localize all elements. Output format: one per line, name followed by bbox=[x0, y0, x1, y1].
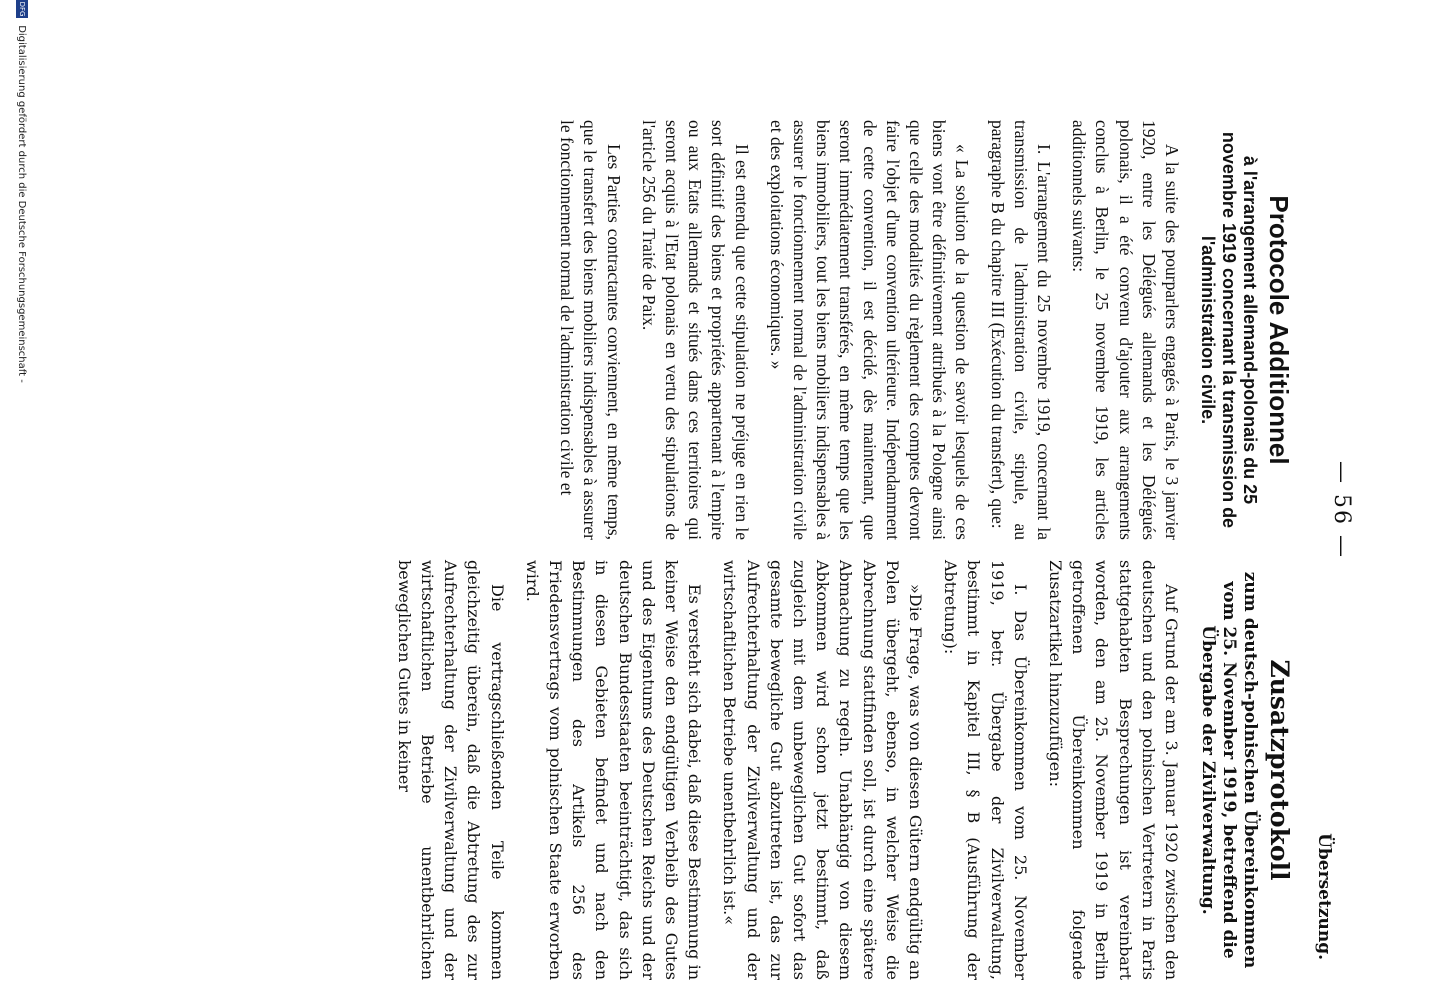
german-column bbox=[381, 560, 1295, 980]
translation-label: Übersetzung. bbox=[1314, 833, 1334, 960]
german-paragraph: Auf Grund der am 3. Januar 1920 zwischen den deutschen und den polnischen Vertretern in Paris stattgehabten Besprechungen ist vereinbart worden, den am 25. November 1919 in Berlin getroffenen Übereinkommen folgende Zusatzartikel hinzuzufügen: bbox=[1045, 560, 1181, 980]
french-paragraph: Les Parties contractantes conviennent, en même temps, que le transfert des biens mobiliers indispensables à assurer le fonctionnement normal de l'administration civile et bbox=[557, 120, 624, 540]
french-paragraph: A la suite des pourparlers engagés à Paris, le 3 janvier 1920, entre les Délégués allemands et les Délégués polonais, il a été convenu d'ajouter aux arrangements conclus à Berlin, le 25 novembre 1919, les articles additionnels suivants: bbox=[1069, 120, 1182, 540]
digitization-footer bbox=[16, 0, 28, 1000]
french-paragraph: « La solution de la question de savoir lesquels de ces biens vont être définitivement attribués à la Pologne ainsi que celle des modalités du règlement des comptes devront faire l'objet d'une convention ultérieure. Indépendamment de cette convention, il est décidé, dès maintenant, que seront immédiatement transférés, en même temps que les biens immobiliers, tout les biens mobiliers indispensables à assurer le fonctionnement normal de l'administration civile et des exploitations économiques. » bbox=[766, 120, 973, 540]
french-paragraph: Il est entendu que cette stipulation ne préjuge en rien le sort définitif des biens et propriétés appartenant à l'empire ou aux Etats allemands et situés dans ces territoires qui seront acquis à l'Etat polonais en vertu des stipulations de l'article 256 du Traité de Paix. bbox=[638, 120, 752, 540]
german-paragraph: Die vertragschließenden Teile kommen gleichzeitig überein, daß die Abtretung des zur Aufrechterhaltung der Zivilverwaltung und der wirtschaftlichen Betriebe unentbehrlichen beweglichen Gutes in keiner bbox=[394, 560, 507, 980]
french-title: Protocole Additionnel bbox=[1264, 195, 1294, 465]
german-paragraph: »Die Frage, was von diesen Gütern endgültig an Polen übergeht, ebenso, in welcher Weise die Abrechnung stattfinden soll, ist durch eine spätere Abmachung zu regeln. Unabhängig von diesem Abkommen wird schon jetzt bestimmt, daß zugleich mit dem unbeweglichen Gut sofort das gesamte bewegliche Gut abzutreten ist, das zur Aufrechterhaltung der Zivilverwaltung und der wirtschaftlichen Betriebe unentbehrlich ist.« bbox=[720, 560, 925, 980]
german-paragraph: I. Das Übereinkommen vom 25. November 1919, betr. Übergabe der Zivilverwaltung, bestimmt in Kapitel III, § B (Ausführung der Abtretung): bbox=[941, 560, 1030, 980]
page-number: — 56 — bbox=[1329, 461, 1354, 559]
digitization-credit: Digitalisierung gefördert durch die Deutsche Forschungsgemeinschaft - bbox=[16, 25, 27, 383]
german-subtitle: zum deutsch-polnischen Übereinkommen vom 25. November 1919, betreffend die Übergabe der Zivilverwaltung. bbox=[1198, 571, 1260, 969]
french-column bbox=[543, 120, 1294, 540]
dfg-logo: DFG bbox=[18, 1, 26, 17]
german-title: Zusatzprotokoll bbox=[1265, 659, 1294, 881]
french-subtitle: à l'arrangement allemand-polonais du 25 novembre 1919 concernant la transmission de l'administration civile. bbox=[1198, 131, 1260, 529]
german-paragraph: Es versteht sich dabei, daß diese Bestimmung in keiner Weise den endgültigen Verbleib des Gutes und des Eigentums des Deutschen Reichs und der deutschen Bundesstaaten beeinträchtigt, das sich in diesen Gebieten befindet und nach den Bestimmungen des Artikels 256 des Friedensvertrags vom polnischen Staate erworben wird. bbox=[522, 560, 705, 980]
french-paragraph: I. L'arrangement du 25 novembre 1919, concernant la transmission de l'administration civile, stipule, au paragraphe B du chapitre III (Exécution du transfert), que: bbox=[987, 120, 1054, 540]
